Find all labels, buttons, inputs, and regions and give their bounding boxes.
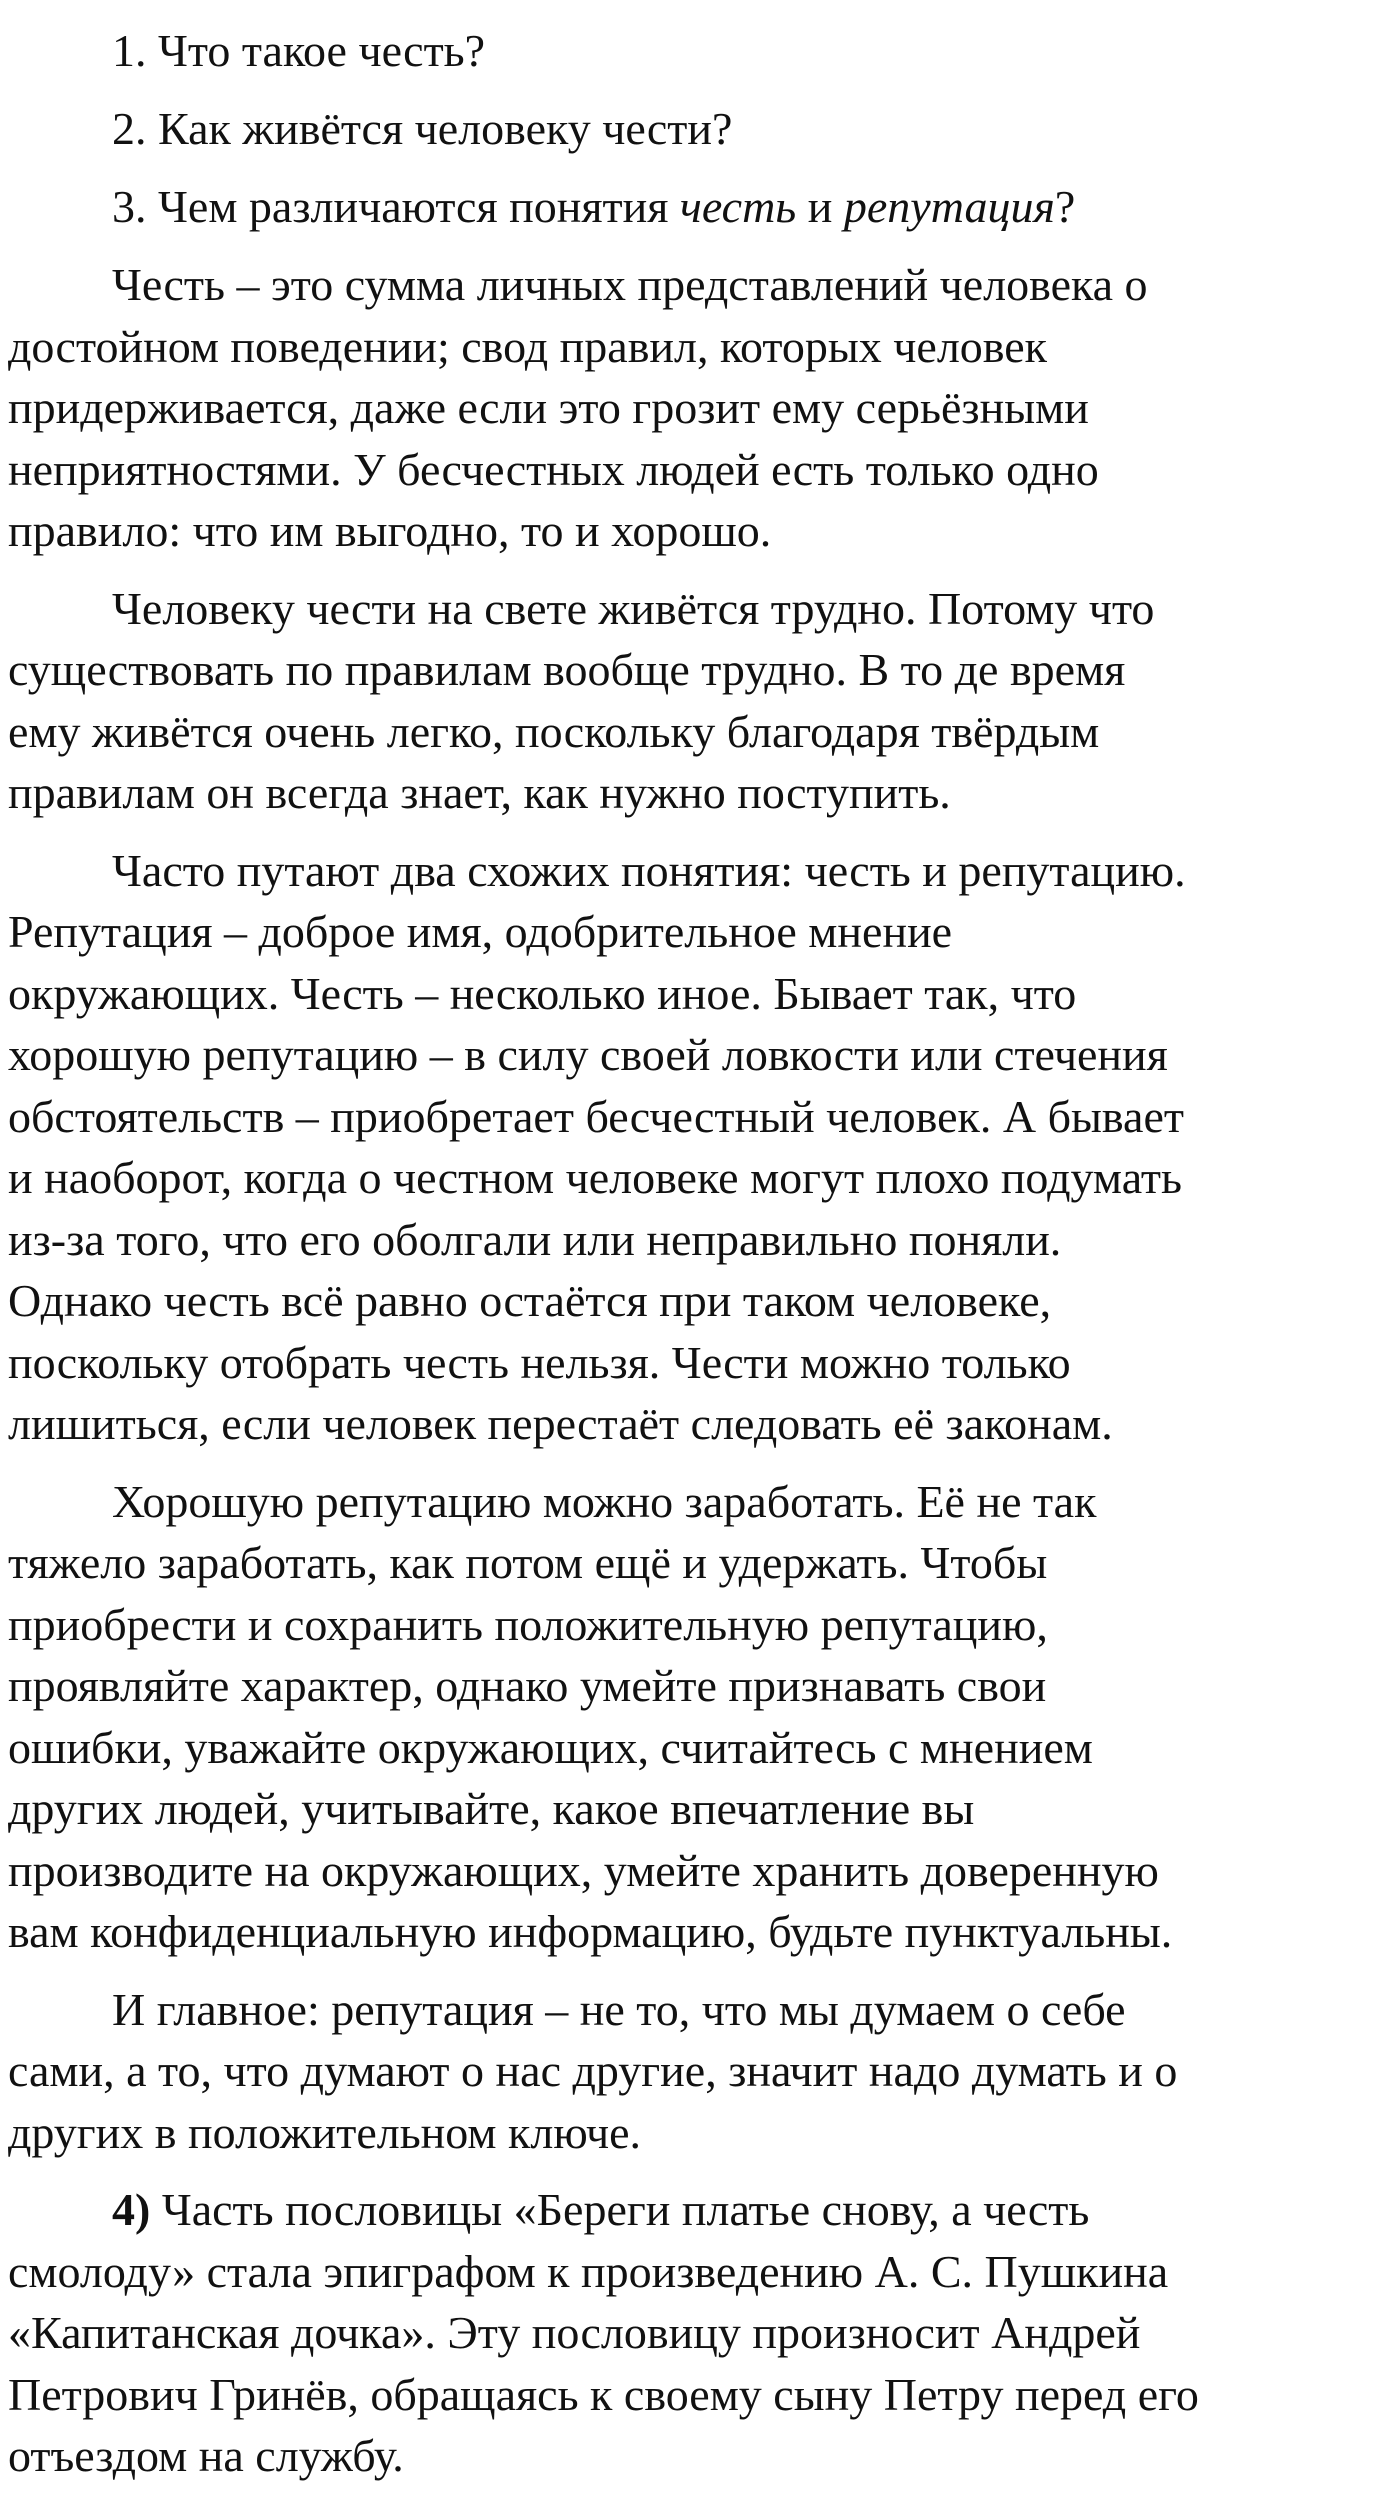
text-line: других в положительном ключе. xyxy=(8,2106,641,2158)
question-text-mid: и xyxy=(796,181,844,232)
text-line: правило: что им выгодно, то и хорошо. xyxy=(8,505,772,556)
text-line: обстоятельств – приобретает бесчестный человек. А бывает xyxy=(8,1090,1184,1142)
question-2 xyxy=(8,98,1392,160)
text-line: хорошую репутацию – в силу своей ловкости или стечения xyxy=(8,1029,1168,1080)
paragraph-good-reputation xyxy=(8,1471,1392,1963)
paragraph-honor-vs-reputation xyxy=(8,840,1392,1455)
question-number: 2. xyxy=(112,103,147,154)
text-line: правилам он всегда знает, как нужно поступить. xyxy=(8,767,951,818)
text-line xyxy=(8,2179,1392,2241)
text-line: ошибки, уважайте окружающих, считайтесь с мнением xyxy=(8,1721,1093,1773)
paragraph-task-4 xyxy=(8,2179,1392,2487)
text-line: поскольку отобрать честь нельзя. Чести можно только xyxy=(8,1336,1071,1388)
text-line: из-за того, что его оболгали или неправильно поняли. xyxy=(8,1213,1062,1265)
term-honor: честь xyxy=(679,181,797,232)
text-line: неприятностями. У бесчестных людей есть только одно xyxy=(8,443,1099,495)
term-reputation: репутация xyxy=(843,181,1055,232)
text-line: Однако честь всё равно остаётся при таком человеке, xyxy=(8,1275,1052,1326)
text-line: тяжело заработать, как потом ещё и удержать. Чтобы xyxy=(8,1537,1048,1588)
text-line: Петрович Гринёв, обращаясь к своему сыну Петру перед его xyxy=(8,2368,1199,2420)
text-line: производите на окружающих, умейте хранить доверенную xyxy=(8,1844,1159,1896)
paragraph-honor-definition xyxy=(8,254,1392,562)
text-line: отъездом на службу. xyxy=(8,2430,404,2481)
text-line: Хорошую репутацию можно заработать. Её не так xyxy=(112,1475,1097,1527)
text-line: Репутация – доброе имя, одобрительное мнение xyxy=(8,906,953,957)
text-line: ему живётся очень легко, поскольку благодаря твёрдым xyxy=(8,705,1100,757)
text-line: приобрести и сохранить положительную репутацию, xyxy=(8,1598,1048,1650)
question-text-end: ? xyxy=(1054,181,1076,232)
paragraph-main-point xyxy=(8,1979,1392,2164)
text-line: вам конфиденциальную информацию, будьте пунктуальны. xyxy=(8,1906,1173,1957)
text-line: окружающих. Честь – несколько иное. Бывает так, что xyxy=(8,967,1077,1019)
question-1 xyxy=(8,20,1392,82)
text-line: смолоду» стала эпиграфом к произведению А. С. Пушкина xyxy=(8,2245,1169,2297)
question-text-before: Чем различаются понятия xyxy=(158,181,680,232)
text-line: Человеку чести на свете живётся трудно. Потому что xyxy=(112,582,1155,634)
question-text: Как живётся человеку чести? xyxy=(158,103,733,154)
text-line: существовать по правилам вообще трудно. В то де время xyxy=(8,644,1126,695)
text-line: лишиться, если человек перестаёт следовать её законам. xyxy=(8,1398,1113,1449)
paragraph-life-of-honor xyxy=(8,578,1392,824)
text-line: проявляйте характер, однако умейте признавать свои xyxy=(8,1660,1047,1711)
text-line: И главное: репутация – не то, что мы думаем о себе xyxy=(112,1983,1126,2035)
task-label: 4) xyxy=(112,2184,151,2235)
text-line: Честь – это сумма личных представлений человека о xyxy=(112,259,1148,310)
question-number: 3. xyxy=(112,181,147,232)
question-text: Что такое честь? xyxy=(158,25,486,76)
text-line: и наоборот, когда о честном человеке могут плохо подумать xyxy=(8,1152,1183,1203)
text-line: «Капитанская дочка». Эту пословицу произносит Андрей xyxy=(8,2307,1141,2358)
text-line: достойном поведении; свод правил, которых человек xyxy=(8,320,1048,372)
text-fragment: Часть пословицы «Береги платье снову, а честь xyxy=(150,2184,1090,2235)
question-number: 1. xyxy=(112,25,147,76)
text-line: Часто путают два схожих понятия: честь и репутацию. xyxy=(112,844,1186,896)
text-line: других людей, учитывайте, какое впечатление вы xyxy=(8,1783,975,1834)
text-line: придерживается, даже если это грозит ему серьёзными xyxy=(8,382,1089,433)
text-line: сами, а то, что думают о нас другие, значит надо думать и о xyxy=(8,2045,1178,2096)
question-3 xyxy=(8,176,1392,238)
